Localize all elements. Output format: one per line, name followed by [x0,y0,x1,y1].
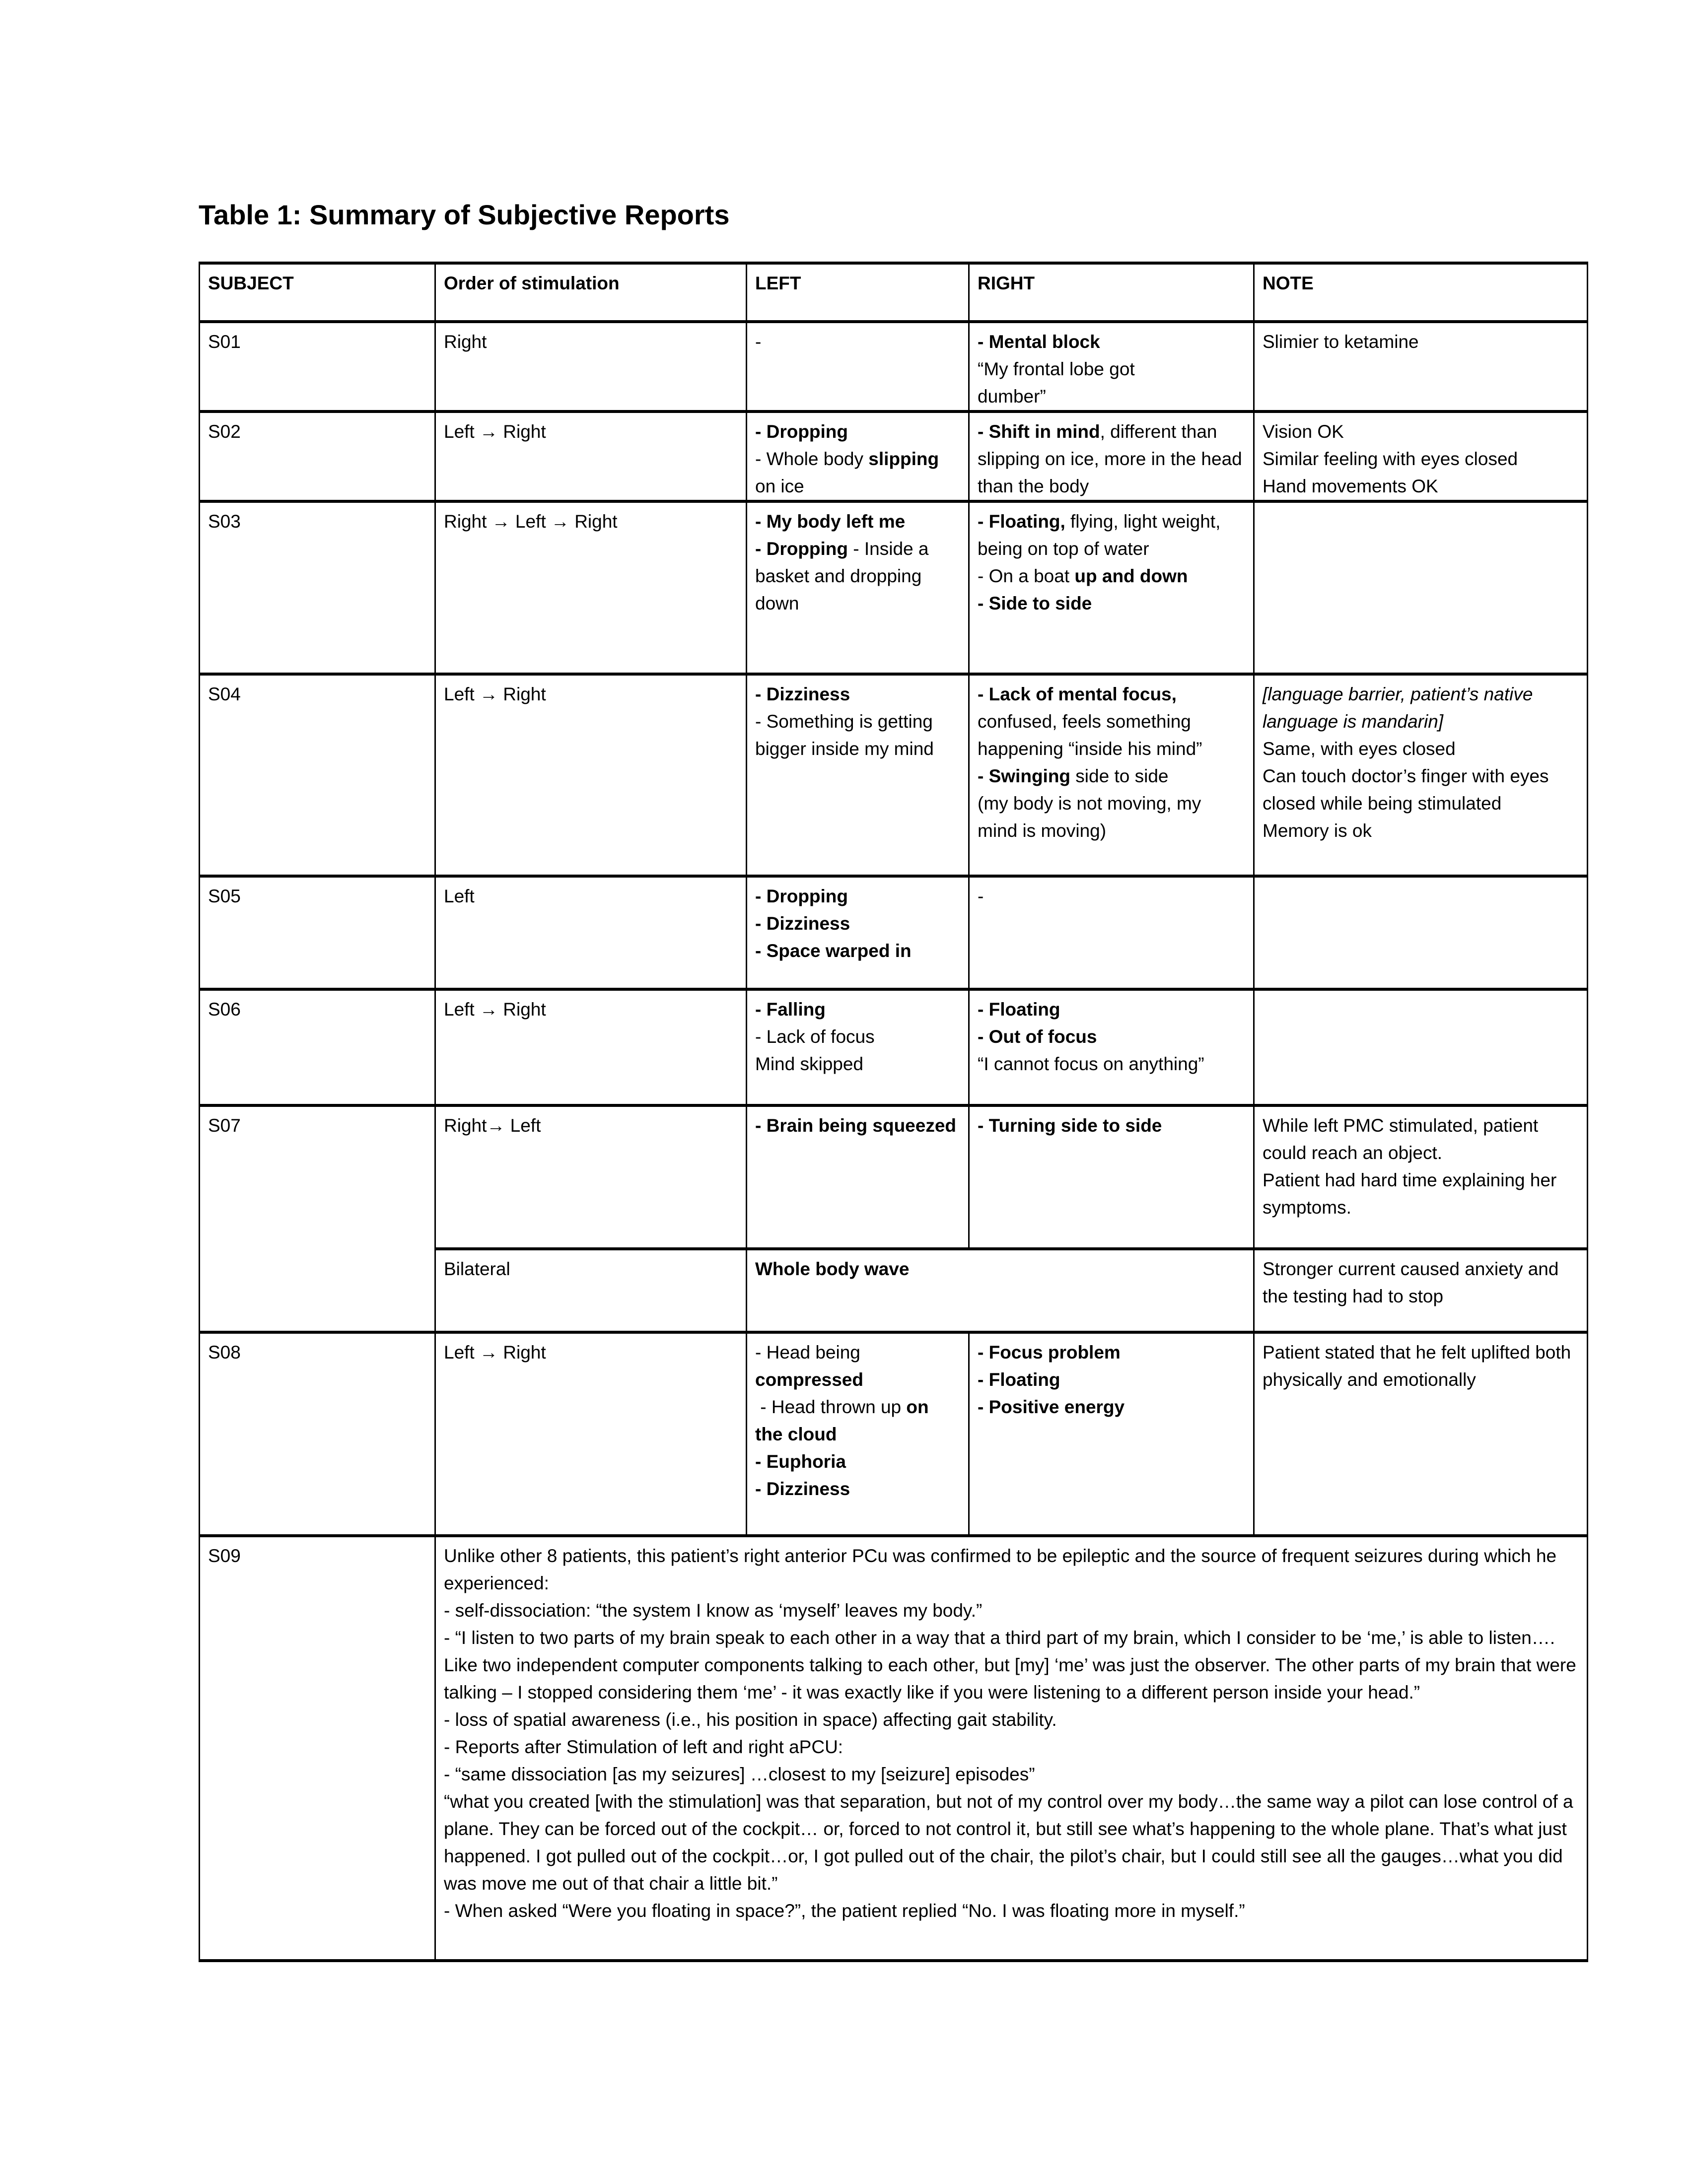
text-line: - Shift in mind, different than slipping on ice, more in the head than the body [978,421,1248,496]
text-line: - Reports after Stimulation of left and right aPCU: [444,1737,844,1757]
subject-id-s08: S08 [200,1332,435,1536]
order-cell-s07a: Right→ Left [435,1105,747,1249]
text-line: - Dizziness [755,913,850,934]
note-cell-s08 [1254,1332,1588,1536]
text-line: While left PMC stimulated, patient could reach an object. [1263,1115,1544,1163]
row-s08 [200,1332,1588,1536]
order-cell-s01: Right [435,322,747,411]
left-cell-s02 [747,411,969,501]
note-cell-s04 [1254,674,1588,876]
order-cell-s05: Left [435,876,747,989]
text-line: - loss of spatial awareness (i.e., his position in space) affecting gait stability. [444,1709,1057,1730]
header-row [200,263,1588,322]
text-line: - Space warped in [755,941,912,961]
right-cell-s02 [969,411,1254,501]
text-line: - Mental block [978,332,1100,352]
text-line: “I cannot focus on anything” [978,1054,1204,1074]
note-cell-s07b [1254,1249,1588,1332]
text-line: - Side to side [978,593,1092,614]
order-cell-s08: Left → Right [435,1332,747,1536]
text-line: - Turning side to side [978,1115,1162,1136]
text-line: - “I listen to two parts of my brain speak to each other in a way that a third part of my brain, which I consider to be ‘me,’ is able to listen…. Like two independent computer components talking to each other, but [my] ‘me’ was just the observer. The other parts of my brain that were talking – I stopped considering them ‘me’ - it was exactly like if you were listening to a different person inside your head.” [444,1628,1582,1703]
subject-id-s02: S02 [200,411,435,501]
subject-id-s09: S09 [200,1536,435,1961]
order-cell-s03: Right → Left → Right [435,501,747,674]
document-page [199,199,1604,1962]
note-cell-s02 [1254,411,1588,501]
text-line: - Falling [755,999,826,1020]
right-cell-s04 [969,674,1254,876]
subject-id-s07: S07 [200,1105,435,1332]
row-s06 [200,989,1588,1105]
text-line: - Whole body slipping on ice [755,449,944,496]
text-line: - Positive energy [978,1397,1125,1417]
col-header-order: Order of stimulation [435,263,747,322]
order-cell-s06: Left → Right [435,989,747,1105]
text-line: - My body left me [755,511,906,532]
order-cell-s04: Left → Right [435,674,747,876]
subjective-reports-table [199,262,1588,1962]
left-cell-s07 [747,1105,969,1249]
row-s02 [200,411,1588,501]
text-line: Stronger current caused anxiety and the testing had to stop [1263,1259,1564,1306]
col-header-note: NOTE [1254,263,1588,322]
text-line: - Head thrown up on the cloud [755,1397,934,1444]
row-s09 [200,1536,1588,1961]
text-line: Slimier to ketamine [1263,332,1419,352]
row-s05 [200,876,1588,989]
text-line: - When asked “Were you floating in space?”, the patient replied “No. I was floating more in myself.” [444,1901,1245,1921]
text-line: - Something is getting bigger inside my mind [755,711,938,759]
note-cell-s07a [1254,1105,1588,1249]
text-line: - Brain being squeezed [755,1115,957,1136]
text-line: Memory is ok [1263,820,1372,841]
row-s07-right-left [200,1105,1588,1249]
text-line: Same, with eyes closed [1263,739,1456,759]
text-line: - Floating [978,999,1060,1020]
text-line: Mind skipped [755,1054,864,1074]
row-s04 [200,674,1588,876]
text-line: - Floating [978,1369,1060,1390]
text-line: - [755,332,762,352]
text-line: - Swinging side to side [978,766,1169,786]
left-cell-s03 [747,501,969,674]
text-line: Can touch doctor’s finger with eyes closed while being stimulated [1263,766,1554,814]
text-line: - Dizziness [755,684,850,704]
right-cell-s08 [969,1332,1254,1536]
note-cell-s06 [1254,989,1588,1105]
row-s03 [200,501,1588,674]
text-line: “what you created [with the stimulation] was that separation, but not of my control over my body…the same way a pilot can lose control of a plane. They can be forced out of the cockpit… or, forced to not control it, but still see what’s happening to the whole plane. That’s what just happened. I got pulled out of the cockpit…or, I got pulled out of the chair, the pilot’s chair, but I could still see all the gauges…what you did was move me out of that chair a little bit.” [444,1791,1578,1894]
subject-id-s06: S06 [200,989,435,1105]
col-header-subject: SUBJECT [200,263,435,322]
subject-id-s03: S03 [200,501,435,674]
text-line: - Head being compressed [755,1342,866,1390]
col-header-right: RIGHT [969,263,1254,322]
subject-id-s05: S05 [200,876,435,989]
text-line: “My frontal lobe got [978,359,1135,379]
text-line: - Focus problem [978,1342,1121,1363]
note-cell-s05 [1254,876,1588,989]
text-line: Similar feeling with eyes closed [1263,449,1518,469]
note-cell-s01 [1254,322,1588,411]
right-cell-s07 [969,1105,1254,1249]
text-line: - Floating, flying, light weight, being on top of water [978,511,1226,559]
order-cell-s02: Left → Right [435,411,747,501]
left-cell-s08 [747,1332,969,1536]
text-line: - [978,886,984,906]
text-line: - Lack of mental focus, confused, feels something happening “inside his mind” [978,684,1202,759]
table-title: Table 1: Summary of Subjective Reports [199,199,730,230]
text-line: - Out of focus [978,1026,1097,1047]
text-line: - On a boat up and down [978,566,1188,586]
text-line: Hand movements OK [1263,476,1438,496]
text-line: Patient had hard time explaining her symptoms. [1263,1170,1562,1218]
subject-id-s04: S04 [200,674,435,876]
text-line: Patient stated that he felt uplifted both physically and emotionally [1263,1342,1576,1390]
text-line: [language barrier, patient’s native language is mandarin] [1263,684,1538,732]
text-line: - “same dissociation [as my seizures] …closest to my [seizure] episodes” [444,1764,1035,1784]
subject-id-s01: S01 [200,322,435,411]
left-cell-s06 [747,989,969,1105]
left-cell-s05 [747,876,969,989]
col-header-left: LEFT [747,263,969,322]
text-line: - self-dissociation: “the system I know as ‘myself’ leaves my body.” [444,1600,983,1621]
text-line: Whole body wave [755,1259,910,1279]
text-line: - Lack of focus [755,1026,875,1047]
text-line: - Dropping [755,421,848,442]
text-line: (my body is not moving, my mind is moving) [978,793,1206,841]
text-line: - Dizziness [755,1479,850,1499]
note-cell-s03 [1254,501,1588,674]
text-line: - Euphoria [755,1451,846,1472]
text-line: - Dropping - Inside a basket and dropping down [755,539,934,614]
order-cell-s07b: Bilateral [435,1249,747,1332]
s09-description-cell [435,1536,1588,1961]
right-cell-s03 [969,501,1254,674]
right-cell-s06 [969,989,1254,1105]
text-line: - Dropping [755,886,848,906]
bilateral-effect-cell [747,1249,1254,1332]
right-cell-s05 [969,876,1254,989]
left-cell-s01 [747,322,969,411]
text-line: Vision OK [1263,421,1344,442]
text-line: dumber” [978,386,1046,407]
row-s01 [200,322,1588,411]
text-line: Unlike other 8 patients, this patient’s right anterior PCu was confirmed to be epileptic and the source of frequent seizures during which he experienced: [444,1546,1562,1593]
left-cell-s04 [747,674,969,876]
right-cell-s01 [969,322,1254,411]
